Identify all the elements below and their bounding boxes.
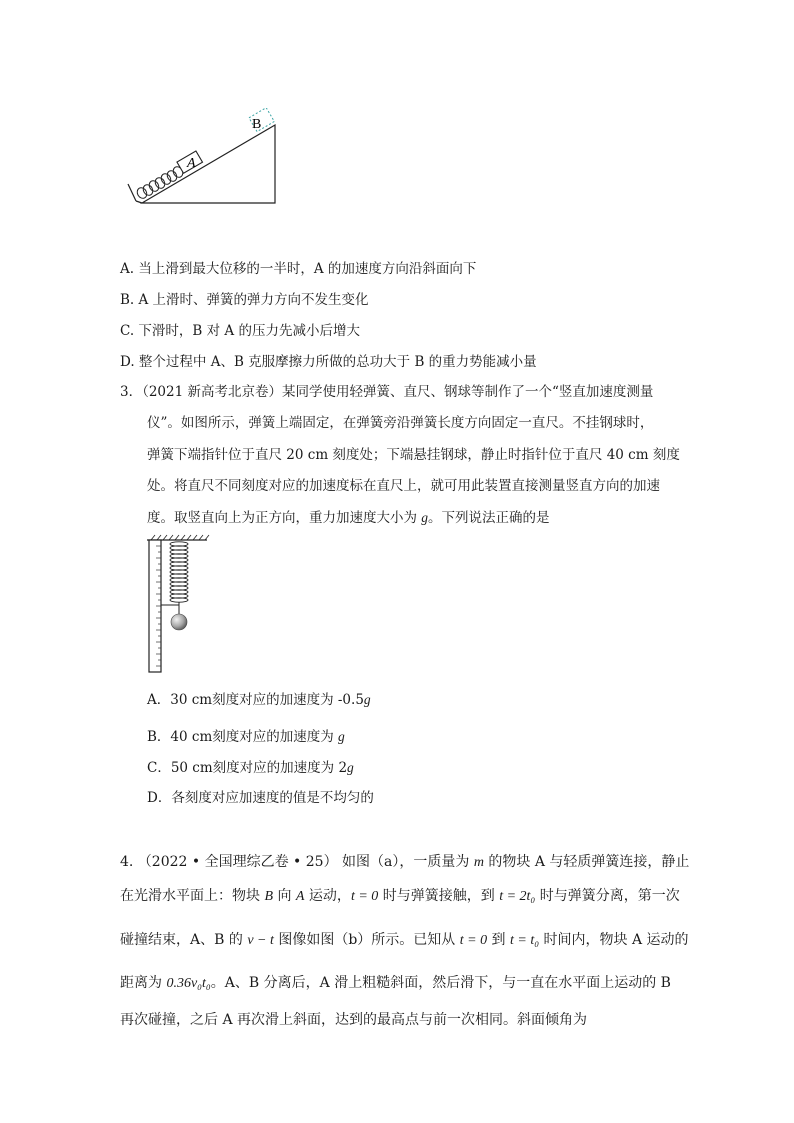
q3-option-b-var: g xyxy=(338,729,345,744)
q3-line-4: 处。将直尺不同刻度对应的加速度标在直尺上，就可用此装置直接测量竖直方向的加速 xyxy=(147,478,660,494)
label-a: A xyxy=(187,156,196,171)
wall-stop xyxy=(128,184,136,201)
q4-line-1-b: 的物块 A 与轻质弹簧连接，静止 xyxy=(483,854,690,870)
q4-var-tt0: t = t₀ xyxy=(510,933,540,948)
q3-option-b xyxy=(147,730,345,745)
q4-line-1-a: 4. （2022 • 全国理综乙卷 • 25） 如图（a），一质量为 xyxy=(120,854,474,870)
q3-option-c-var: g xyxy=(347,760,354,775)
q3-option-a-var: g xyxy=(363,692,371,707)
q4-line-3-b: 图像如图（b）所示。已知从 xyxy=(273,932,460,948)
q4-var-vt: v − t xyxy=(247,933,274,948)
q3-option-a-text: A．30 cm刻度对应的加速度为 -0.5 xyxy=(147,692,364,708)
q4-line-3-c: 到 xyxy=(487,932,510,948)
q3-option-d xyxy=(147,792,374,806)
q2-option-c: C. 下滑时，B 对 A 的压力先减小后增大 xyxy=(120,323,360,339)
q3-option-c xyxy=(147,761,354,776)
spring-ruler-figure xyxy=(143,534,213,676)
q3-option-d-text: D．各刻度对应加速度的值是不均匀的 xyxy=(147,790,374,806)
wall-base xyxy=(136,201,142,203)
q3-var-g: g xyxy=(421,510,429,525)
q2-option-b: B. A 上滑时、弹簧的弹力方向不发生变化 xyxy=(120,292,369,308)
q3-line-1: 3．（2021 新高考北京卷）某同学使用轻弹簧、直尺、钢球等制作了一个“竖直加速度测量 xyxy=(120,384,654,400)
q3-option-b-text: B．40 cm刻度对应的加速度为 xyxy=(147,729,339,745)
q3-option-a xyxy=(147,693,371,708)
steel-ball xyxy=(171,614,187,630)
q4-line-2-e: 时与弹簧分离，第一次 xyxy=(535,888,680,904)
q4-var-b: B xyxy=(264,889,274,904)
q4-line-4 xyxy=(120,976,671,991)
q4-var-t0-b: t = 0 xyxy=(459,933,488,948)
vertical-spring xyxy=(170,542,188,602)
q4-line-3 xyxy=(120,933,689,948)
q2-option-a: A. 当上滑到最大位移的一半时，A 的加速度方向沿斜面向下 xyxy=(120,261,477,277)
q4-var-t0: t = 0 xyxy=(350,889,379,904)
q4-line-2-d: 时与弹簧接触，到 xyxy=(378,888,500,904)
q3-line-5-text-a: 度。取竖直向上为正方向，重力加速度大小为 xyxy=(147,510,422,526)
q4-line-4-a: 距离为 xyxy=(120,975,167,991)
q4-var-a: A xyxy=(295,889,305,904)
q3-line-3: 弹簧下端指针位于直尺 20 cm 刻度处；下端悬挂钢球，静止时指针位于直尺 40 cm 刻度 xyxy=(147,447,680,463)
q3-line-5 xyxy=(147,511,550,526)
q2-option-d: D. 整个过程中 A、B 克服摩擦力所做的总功大于 B 的重力势能减小量 xyxy=(120,354,537,370)
q4-var-t2: t = 2t₀ xyxy=(499,889,536,904)
q4-line-3-a: 碰撞结束，A、B 的 xyxy=(120,932,248,948)
q3-line-5-text-b: 。下列说法正确的是 xyxy=(428,510,550,526)
q3-line-2: 仪”。如图所示，弹簧上端固定，在弹簧旁沿弹簧长度方向固定一直尺。不挂钢球时， xyxy=(147,415,654,431)
q4-line-3-d: 时间内，物块 A 运动的 xyxy=(539,932,689,948)
q4-line-2 xyxy=(120,889,680,904)
q3-option-c-text: C．50 cm刻度对应的加速度为 2 xyxy=(147,760,348,776)
q4-line-1 xyxy=(120,855,689,870)
q4-line-5: 再次碰撞，之后 A 再次滑上斜面，达到的最高点与前一次相同。斜面倾角为 xyxy=(120,1012,588,1028)
q4-var-distance: 0.36v₀t₀ xyxy=(166,976,211,991)
incline-figure xyxy=(120,108,285,208)
q4-line-4-b: 。A、B 分离后，A 滑上粗糙斜面，然后滑下，与一直在水平面上运动的 B xyxy=(210,975,671,991)
q4-line-2-a: 在光滑水平面上：物块 xyxy=(120,888,265,904)
q4-line-2-c: 运动， xyxy=(304,888,351,904)
label-b: B xyxy=(252,117,262,132)
q4-var-m: m xyxy=(473,855,484,870)
incline-triangle xyxy=(142,125,275,203)
ceiling-hatch xyxy=(151,535,209,540)
q4-line-2-b: 向 xyxy=(273,888,296,904)
